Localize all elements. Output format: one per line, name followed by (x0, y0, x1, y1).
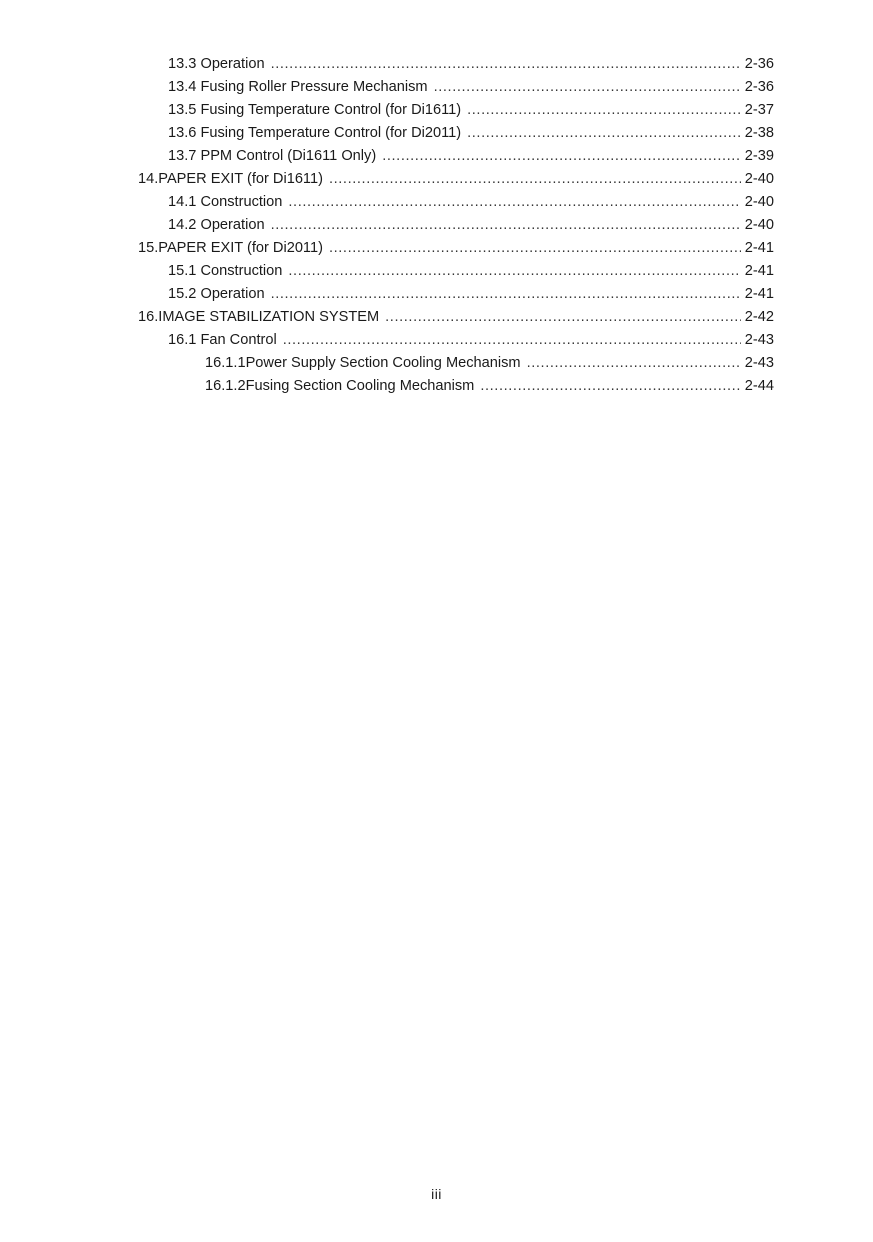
toc-entry-page: 2-41 (744, 263, 774, 279)
toc-entry-page: 2-43 (744, 332, 774, 348)
dot-leader (480, 375, 740, 398)
toc-entry-page: 2-39 (744, 148, 774, 164)
toc-entry-title: Power Supply Section Cooling Mechanism (245, 355, 521, 371)
toc-entry[interactable] (205, 375, 873, 398)
toc-entry[interactable] (168, 122, 873, 145)
dot-leader (382, 145, 741, 168)
dot-leader (288, 260, 740, 283)
toc-entry-title: Operation (200, 217, 265, 233)
toc-entry-title: PAPER EXIT (for Di2011) (158, 240, 323, 256)
toc-entry[interactable] (138, 306, 873, 329)
dot-leader (329, 168, 741, 191)
dot-leader (271, 53, 741, 76)
toc-entry-page: 2-41 (744, 286, 774, 302)
dot-leader (329, 237, 741, 260)
toc-entry-number: 16.1.1 (205, 355, 246, 371)
toc-entry[interactable] (168, 283, 873, 306)
toc-entry-page: 2-40 (744, 217, 774, 233)
toc-entry-number: 13.7 (168, 148, 197, 164)
toc-entry-page: 2-38 (744, 125, 774, 141)
toc-entry[interactable] (168, 214, 873, 237)
dot-leader (434, 76, 741, 99)
toc-entry-number: 13.6 (168, 125, 197, 141)
toc-entry-number: 13.4 (168, 79, 197, 95)
toc-entry-page: 2-43 (744, 355, 774, 371)
toc-entry-page: 2-40 (744, 171, 774, 187)
dot-leader (467, 99, 741, 122)
page-number: iii (431, 1186, 442, 1202)
toc-entry-title: Construction (200, 263, 283, 279)
dot-leader (288, 191, 740, 214)
toc-entry-title: IMAGE STABILIZATION SYSTEM (158, 309, 380, 325)
toc-entry[interactable] (205, 352, 873, 375)
dot-leader (271, 283, 741, 306)
toc-entry-number: 13.5 (168, 102, 197, 118)
toc-entry-number: 16. (138, 309, 159, 325)
toc-entry-title: Fusing Temperature Control (for Di2011) (200, 125, 462, 141)
toc-entry-title: Fan Control (200, 332, 277, 348)
toc-entry[interactable] (168, 260, 873, 283)
toc-entry-number: 16.1 (168, 332, 197, 348)
toc-entry-number: 16.1.2 (205, 378, 246, 394)
dot-leader (527, 352, 741, 375)
dot-leader (271, 214, 741, 237)
toc-entry-page: 2-41 (744, 240, 774, 256)
toc-entry[interactable] (168, 53, 873, 76)
toc-entry[interactable] (168, 329, 873, 352)
toc-entry-title: Operation (200, 286, 265, 302)
toc-entry-title: Fusing Roller Pressure Mechanism (200, 79, 428, 95)
toc-entry-title: Operation (200, 56, 265, 72)
toc-entry-number: 14.2 (168, 217, 197, 233)
toc-entry-number: 14. (138, 171, 159, 187)
toc-entry-number: 15.2 (168, 286, 197, 302)
toc-entry-title: Construction (200, 194, 283, 210)
toc-entry-number: 13.3 (168, 56, 197, 72)
toc-entry-number: 15.1 (168, 263, 197, 279)
toc-entry-number: 15. (138, 240, 159, 256)
toc-entry-title: Fusing Temperature Control (for Di1611) (200, 102, 462, 118)
toc-entry[interactable] (168, 145, 873, 168)
table-of-contents (0, 53, 873, 398)
dot-leader (385, 306, 741, 329)
toc-entry[interactable] (168, 76, 873, 99)
toc-entry-page: 2-37 (744, 102, 774, 118)
toc-entry-number: 14.1 (168, 194, 197, 210)
toc-entry[interactable] (138, 237, 873, 260)
toc-entry-page: 2-44 (744, 378, 774, 394)
toc-entry-title: PPM Control (Di1611 Only) (200, 148, 377, 164)
toc-entry-page: 2-42 (744, 309, 774, 325)
toc-entry-title: PAPER EXIT (for Di1611) (158, 171, 323, 187)
toc-entry-title: Fusing Section Cooling Mechanism (245, 378, 475, 394)
dot-leader (467, 122, 741, 145)
dot-leader (283, 329, 741, 352)
toc-entry-page: 2-36 (744, 56, 774, 72)
toc-entry-page: 2-36 (744, 79, 774, 95)
toc-entry-page: 2-40 (744, 194, 774, 210)
toc-entry[interactable] (138, 168, 873, 191)
toc-entry[interactable] (168, 99, 873, 122)
toc-entry[interactable] (168, 191, 873, 214)
